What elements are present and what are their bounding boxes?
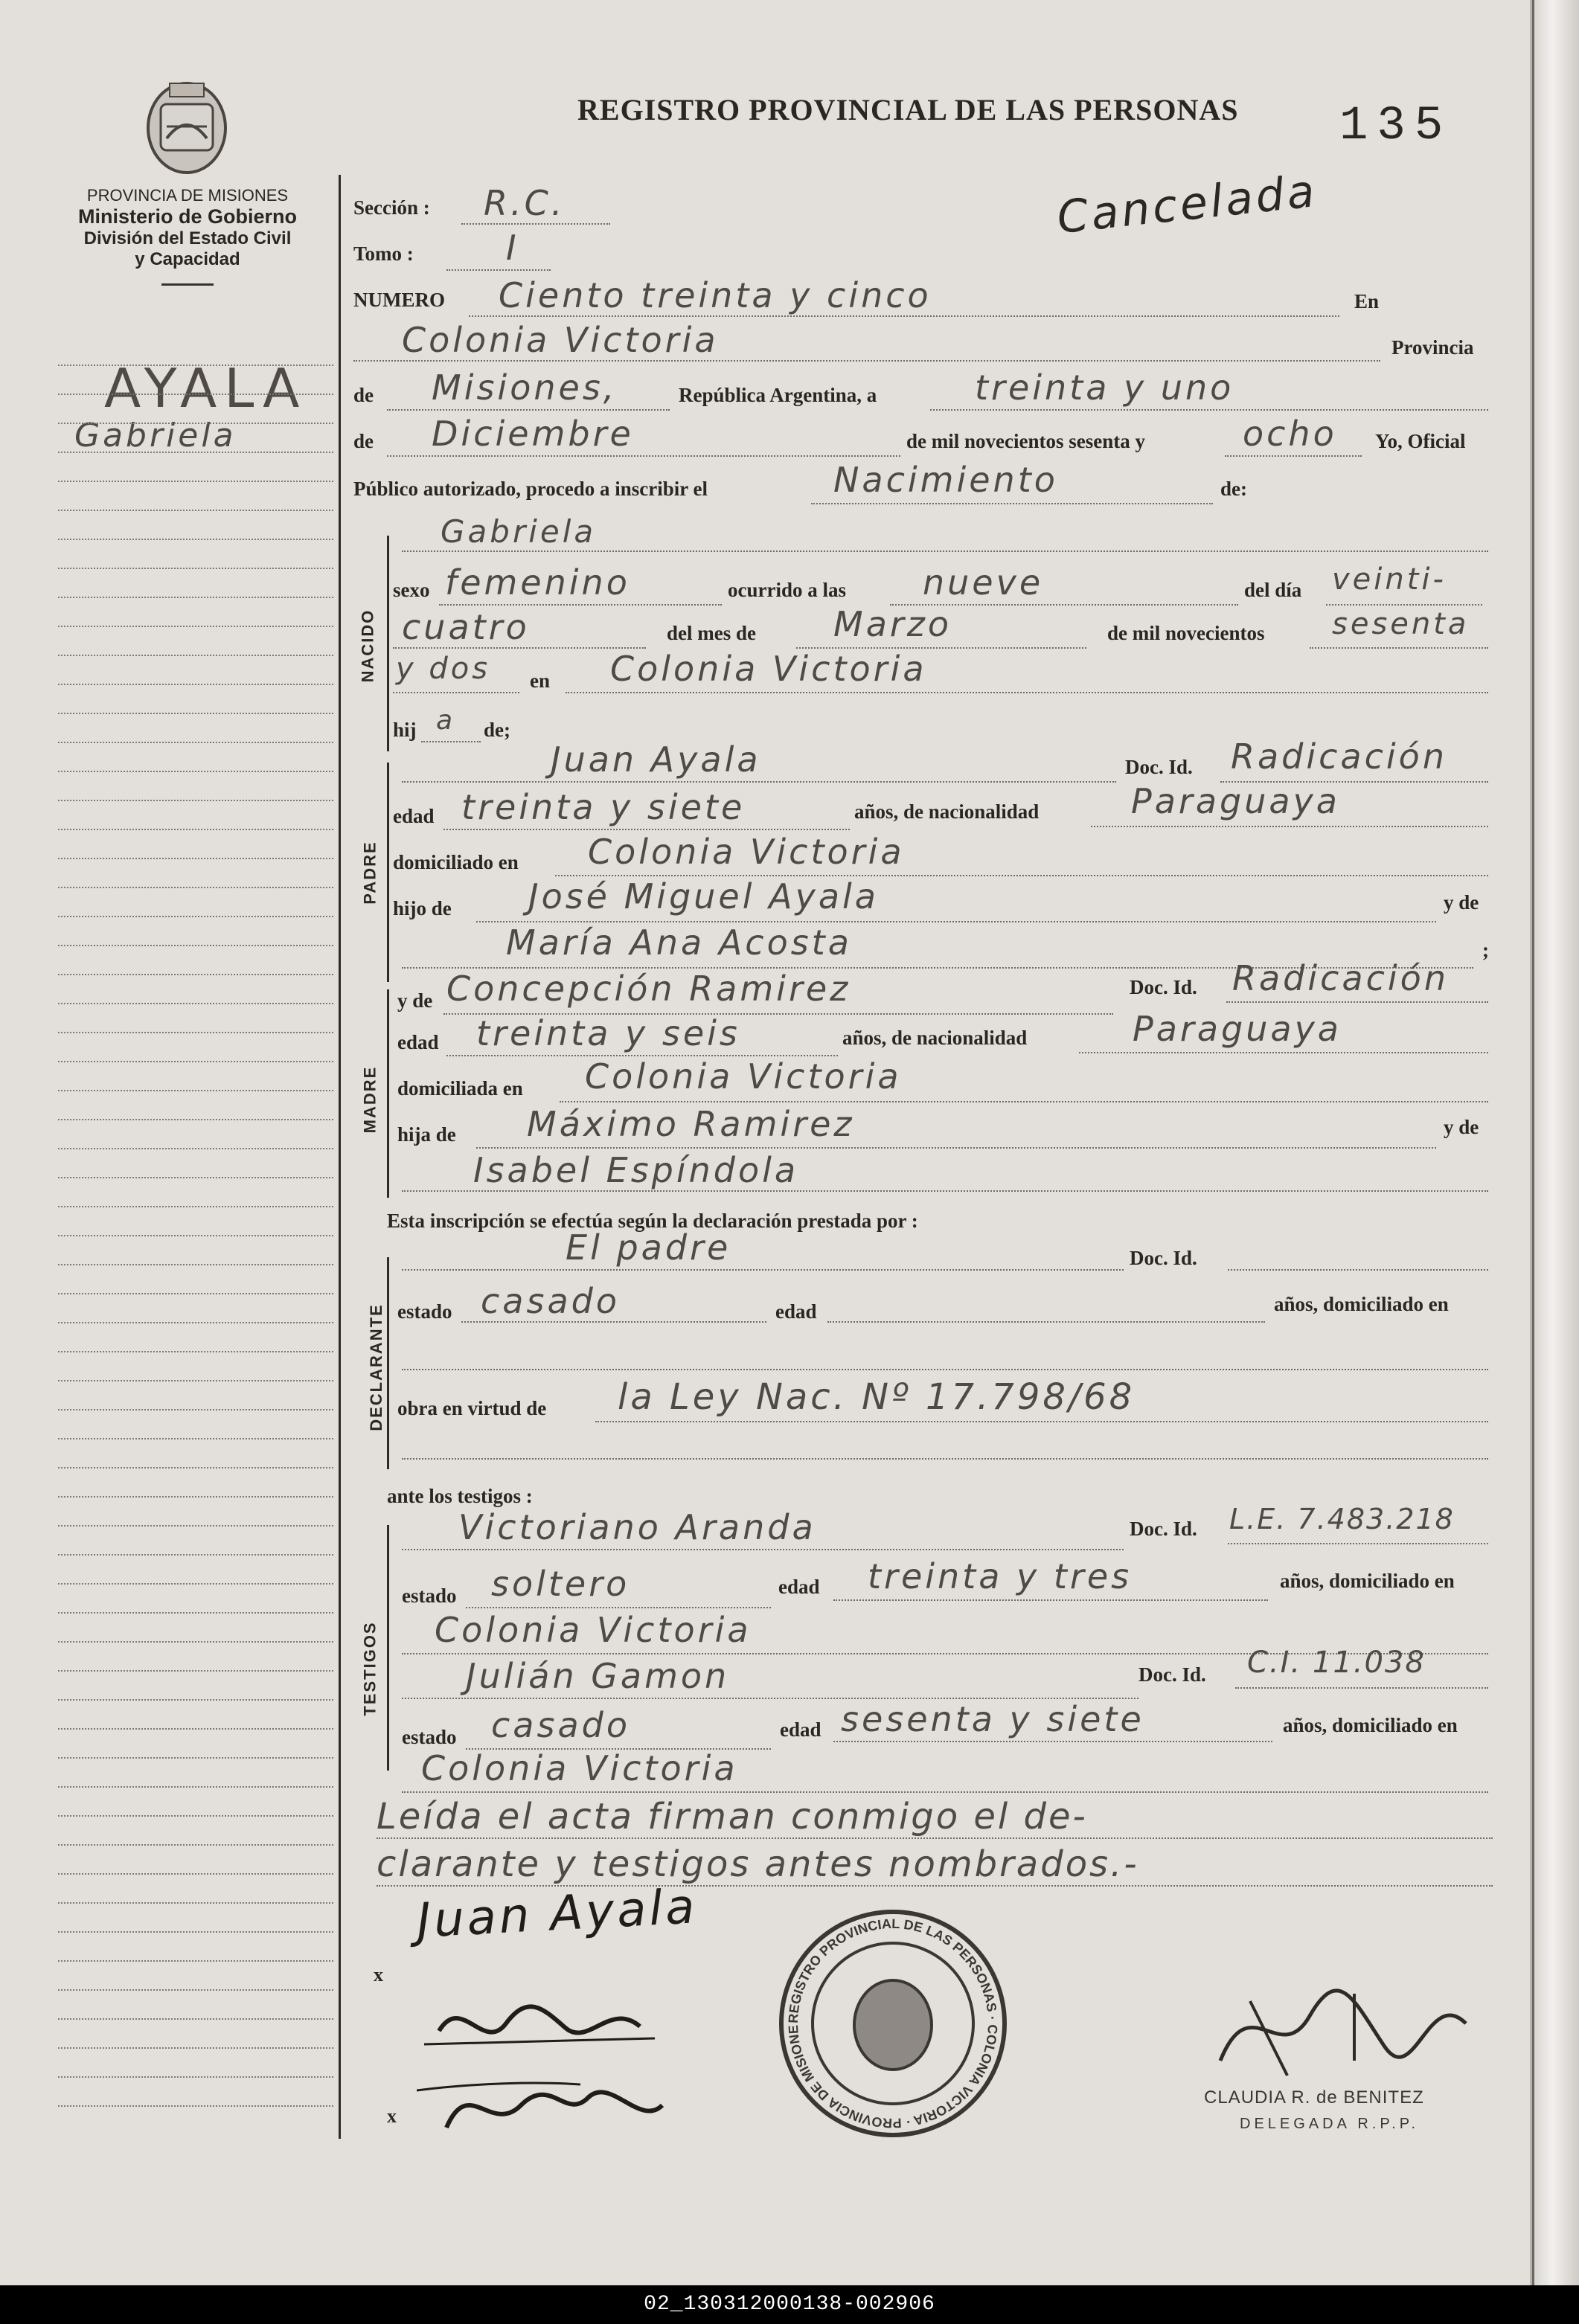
margin-ruled-line — [58, 742, 333, 743]
closing-line-1: Leída el acta firman conmigo el de- — [377, 1796, 1088, 1837]
signature-mark-2: x — [387, 2105, 397, 2127]
frame-line — [387, 536, 389, 751]
obra-label: obra en virtud de — [397, 1397, 547, 1419]
footer-bar — [0, 2285, 1579, 2324]
margin-ruled-line — [58, 1409, 333, 1410]
margin-ruled-line — [58, 858, 333, 859]
margin-ruled-line — [58, 1032, 333, 1033]
seccion-label: Sección : — [353, 196, 430, 219]
declarante-value: El padre — [566, 1227, 731, 1268]
padre-dom-label: domiciliado en — [393, 851, 519, 873]
seal-text: REGISTRO PROVINCIAL DE LAS PERSONAS · COLONIA VICTORIA · PROVINCIA DE MISIONE — [785, 1916, 1001, 2131]
margin-ruled-line — [58, 1902, 333, 1904]
margin-ruled-line — [58, 1061, 333, 1062]
margin-ruled-line — [58, 1438, 333, 1439]
y-de-label-2: y de — [1444, 1116, 1479, 1138]
testigo1-doc-value: L.E. 7.483.218 — [1229, 1503, 1455, 1535]
provincia-value: Misiones, — [432, 367, 618, 408]
margin-ruled-line — [58, 2105, 333, 2107]
dia-nac-value-1: veinti- — [1332, 562, 1447, 597]
margin-ruled-line — [58, 1380, 333, 1381]
margin-ruled-line — [58, 1206, 333, 1207]
frame-line — [339, 175, 341, 2139]
padre-nombre-value: Juan Ayala — [551, 739, 761, 780]
padre-edad-label: edad — [393, 805, 435, 827]
testigo1-estado-label: estado — [402, 1585, 457, 1607]
section-label-madre: MADRE — [360, 1065, 379, 1134]
section-label-testigos: TESTIGOS — [360, 1621, 379, 1716]
testigo2-edad-value: sesenta y siete — [841, 1699, 1144, 1739]
y-de-label: y de — [1444, 891, 1479, 914]
madre-nombre-value: Concepción Ramirez — [446, 969, 851, 1009]
seccion-value: R.C. — [484, 183, 566, 223]
en-label-2: en — [530, 670, 550, 692]
anio-value: ocho — [1243, 414, 1337, 454]
del-mes-label: del mes de — [667, 622, 756, 644]
margin-ruled-line — [58, 1612, 333, 1614]
anio-nac-value-2: y dos — [396, 652, 491, 686]
margin-ruled-line — [58, 394, 333, 395]
signature-officer — [1205, 1971, 1488, 2087]
section-label-nacido: NACIDO — [358, 609, 377, 683]
margin-ruled-line — [58, 1525, 333, 1527]
testigo2-doc-value: C.I. 11.038 — [1247, 1646, 1426, 1680]
margin-ruled-line — [58, 1757, 333, 1759]
hija-de-label: hija de — [397, 1123, 456, 1146]
anio-nac-value-1: sesenta — [1332, 607, 1470, 641]
margin-ruled-line — [58, 1148, 333, 1149]
hora-value: nueve — [923, 562, 1044, 603]
madre-madre-value: Isabel Espíndola — [473, 1150, 799, 1190]
testigo1-dom-value: Colonia Victoria — [435, 1610, 752, 1650]
madre-doc-label: Doc. Id. — [1130, 976, 1197, 998]
mil-novecientos-label: de mil novecientos sesenta y — [906, 430, 1145, 452]
margin-ruled-line — [58, 452, 333, 453]
sexo-label: sexo — [393, 579, 430, 601]
testigo1-estado-value: soltero — [491, 1564, 630, 1604]
margin-ruled-line — [58, 945, 333, 946]
en-label: En — [1354, 290, 1380, 312]
del-dia-label: del día — [1244, 579, 1302, 601]
testigo2-value: Julián Gamon — [466, 1656, 730, 1696]
provincia-label: Provincia — [1391, 336, 1474, 359]
frame-line — [387, 1525, 389, 1771]
officer-name: CLAUDIA R. de BENITEZ — [1204, 2087, 1424, 2108]
yo-oficial-label: Yo, Oficial — [1375, 430, 1466, 452]
frame-line — [387, 989, 389, 1198]
margin-ruled-line — [58, 2018, 333, 2020]
padre-doc-value: Radicación — [1231, 736, 1447, 777]
margin-surname: AYALA — [104, 357, 307, 420]
de-semicolon-label: de; — [484, 719, 510, 741]
de-colon-label: de: — [1220, 478, 1247, 500]
section-label-declarante: DECLARANTE — [366, 1303, 385, 1431]
closing-line-2: clarante y testigos antes nombrados.- — [377, 1843, 1139, 1885]
declarante-doc-label: Doc. Id. — [1130, 1247, 1197, 1269]
margin-ruled-line — [58, 1293, 333, 1294]
testigo2-anos-label: años, domiciliado en — [1283, 1714, 1458, 1736]
testigo1-value: Victoriano Aranda — [458, 1507, 816, 1547]
margin-ruled-line — [58, 887, 333, 888]
margin-ruled-line — [58, 1090, 333, 1091]
margin-ruled-line — [58, 1670, 333, 1672]
de-label-2: de — [353, 430, 374, 452]
margin-ruled-line — [58, 1003, 333, 1004]
madre-edad-label: edad — [397, 1031, 439, 1053]
margin-ruled-line — [58, 800, 333, 801]
officer-role: DELEGADA R.P.P. — [1240, 2116, 1420, 2132]
province-label: PROVINCIA DE MISIONES — [86, 186, 289, 205]
margin-ruled-line — [58, 974, 333, 975]
margin-ruled-line — [58, 1177, 333, 1178]
nombre-value: Gabriela — [441, 513, 597, 550]
section-label-padre: PADRE — [360, 841, 379, 905]
margin-ruled-line — [58, 771, 333, 772]
madre-nac-label: años, de nacionalidad — [842, 1027, 1028, 1049]
binder-edge — [1534, 0, 1579, 2285]
hij-label: hij — [393, 719, 417, 741]
margin-ruled-line — [58, 1960, 333, 1962]
margin-ruled-line — [58, 1699, 333, 1701]
hijo-de-label: hijo de — [393, 897, 452, 919]
page-title: REGISTRO PROVINCIAL DE LAS PERSONAS — [577, 93, 1239, 126]
numero-label: NUMERO — [353, 289, 445, 311]
margin-ruled-line — [58, 539, 333, 540]
margin-ruled-line — [58, 597, 333, 598]
lugar-nac-value: Colonia Victoria — [610, 649, 927, 689]
margin-ruled-line — [58, 1641, 333, 1643]
testigo1-edad-value: treinta y tres — [868, 1556, 1133, 1596]
publico-label: Público autorizado, procedo a inscribir el — [353, 478, 708, 500]
testigo2-doc-label: Doc. Id. — [1138, 1663, 1206, 1686]
margin-ruled-line — [58, 481, 333, 482]
tomo-label: Tomo : — [353, 243, 414, 265]
madre-nac-value: Paraguaya — [1133, 1009, 1342, 1049]
signature-witness-2 — [417, 2068, 685, 2154]
padre-edad-value: treinta y siete — [461, 787, 746, 827]
margin-ruled-line — [58, 684, 333, 685]
decl-estado-label: estado — [397, 1300, 452, 1323]
testigo1-doc-label: Doc. Id. — [1130, 1518, 1197, 1540]
tomo-value: I — [506, 228, 519, 268]
ocurrido-label: ocurrido a las — [728, 579, 846, 601]
madre-dom-label: domiciliada en — [397, 1077, 523, 1100]
testigo1-edad-label: edad — [778, 1576, 820, 1598]
margin-ruled-line — [58, 1467, 333, 1468]
madre-padre-value: Máximo Ramirez — [527, 1104, 855, 1144]
sexo-value: femenino — [445, 562, 630, 603]
madre-edad-value: treinta y seis — [476, 1013, 740, 1053]
frame-line — [387, 763, 389, 982]
dia-nac-value-2: cuatro — [402, 607, 530, 647]
margin-ruled-line — [58, 1235, 333, 1236]
numero-value: Ciento treinta y cinco — [499, 275, 932, 315]
padre-doc-label: Doc. Id. — [1125, 756, 1193, 778]
padre-madre-value: María Ana Acosta — [506, 922, 852, 963]
margin-ruled-line — [58, 1496, 333, 1498]
decl-estado-value: casado — [481, 1281, 620, 1321]
cancel-stamp-handwriting: Cancelada — [1054, 164, 1320, 245]
margin-ruled-line — [58, 2076, 333, 2078]
dia-value: treinta y uno — [975, 367, 1234, 408]
ministry-label: Ministerio de Gobierno — [77, 205, 298, 228]
margin-ruled-line — [58, 1786, 333, 1788]
mes-value: Diciembre — [432, 414, 634, 454]
padre-nac-label: años, de nacionalidad — [854, 800, 1040, 823]
margin-ruled-line — [58, 713, 333, 714]
decl-edad-label: edad — [775, 1300, 817, 1323]
margin-ruled-line — [58, 829, 333, 830]
margin-ruled-line — [58, 1989, 333, 1991]
testigo2-estado-label: estado — [402, 1726, 457, 1748]
testigo2-estado-value: casado — [491, 1705, 630, 1745]
division-label-2: y Capacidad — [135, 249, 240, 269]
semicolon-label: ; — [1482, 939, 1489, 961]
decl-anos-label: años, domiciliado en — [1274, 1293, 1449, 1315]
signature-declarante: Juan Ayala — [415, 1879, 699, 1949]
madre-doc-value: Radicación — [1232, 958, 1449, 998]
margin-ruled-line — [58, 2047, 333, 2049]
mes-nac-value: Marzo — [833, 604, 952, 644]
margin-ruled-line — [58, 423, 333, 424]
signature-mark-1: x — [374, 1964, 383, 1986]
padre-dom-value: Colonia Victoria — [588, 832, 905, 872]
frame-line — [387, 1257, 389, 1469]
esta-inscripcion-label: Esta inscripción se efectúa según la declaración prestada por : — [387, 1210, 918, 1232]
padre-padre-value: José Miguel Ayala — [528, 876, 879, 917]
testigo2-edad-label: edad — [780, 1718, 821, 1741]
margin-ruled-line — [58, 1554, 333, 1556]
margin-given-name: Gabriela — [74, 417, 237, 455]
signature-witness-1 — [417, 1979, 670, 2064]
margin-ruled-line — [58, 655, 333, 656]
margin-ruled-line — [58, 916, 333, 917]
mil-nov-label: de mil novecientos — [1107, 622, 1265, 644]
testigo1-anos-label: años, domiciliado en — [1280, 1570, 1455, 1592]
padre-nac-value: Paraguaya — [1131, 781, 1340, 821]
margin-ruled-line — [58, 1322, 333, 1323]
page-number: 135 — [1339, 100, 1453, 153]
margin-ruled-line — [58, 1583, 333, 1585]
margin-ruled-line — [58, 1844, 333, 1846]
margin-ruled-line — [58, 568, 333, 569]
image-code: 02_130312000138-002906 — [644, 2293, 935, 2316]
y-de-label-madre: y de — [397, 989, 433, 1012]
margin-ruled-line — [58, 1264, 333, 1265]
margin-ruled-line — [58, 1119, 333, 1120]
margin-ruled-line — [58, 1351, 333, 1352]
margin-ruled-line — [58, 1728, 333, 1730]
margin-ruled-line — [58, 1815, 333, 1817]
lugar-value: Colonia Victoria — [402, 320, 719, 360]
acto-value: Nacimiento — [833, 460, 1058, 500]
divider — [161, 283, 214, 286]
hij-suffix-value: a — [436, 705, 456, 736]
margin-ruled-line — [58, 365, 333, 366]
official-seal — [774, 1904, 1012, 2142]
margin-ruled-line — [58, 510, 333, 511]
madre-dom-value: Colonia Victoria — [585, 1056, 902, 1097]
testigo2-dom-value: Colonia Victoria — [421, 1748, 738, 1788]
republica-label: República Argentina, a — [679, 384, 877, 406]
de-label: de — [353, 384, 374, 406]
margin-ruled-line — [58, 1931, 333, 1933]
ley-value: la Ley Nac. Nº 17.798/68 — [618, 1376, 1136, 1418]
ante-label: ante los testigos : — [387, 1485, 533, 1507]
division-label: División del Estado Civil — [83, 228, 292, 248]
margin-ruled-line — [58, 626, 333, 627]
coat-of-arms-icon — [140, 74, 234, 179]
margin-ruled-line — [58, 1873, 333, 1875]
